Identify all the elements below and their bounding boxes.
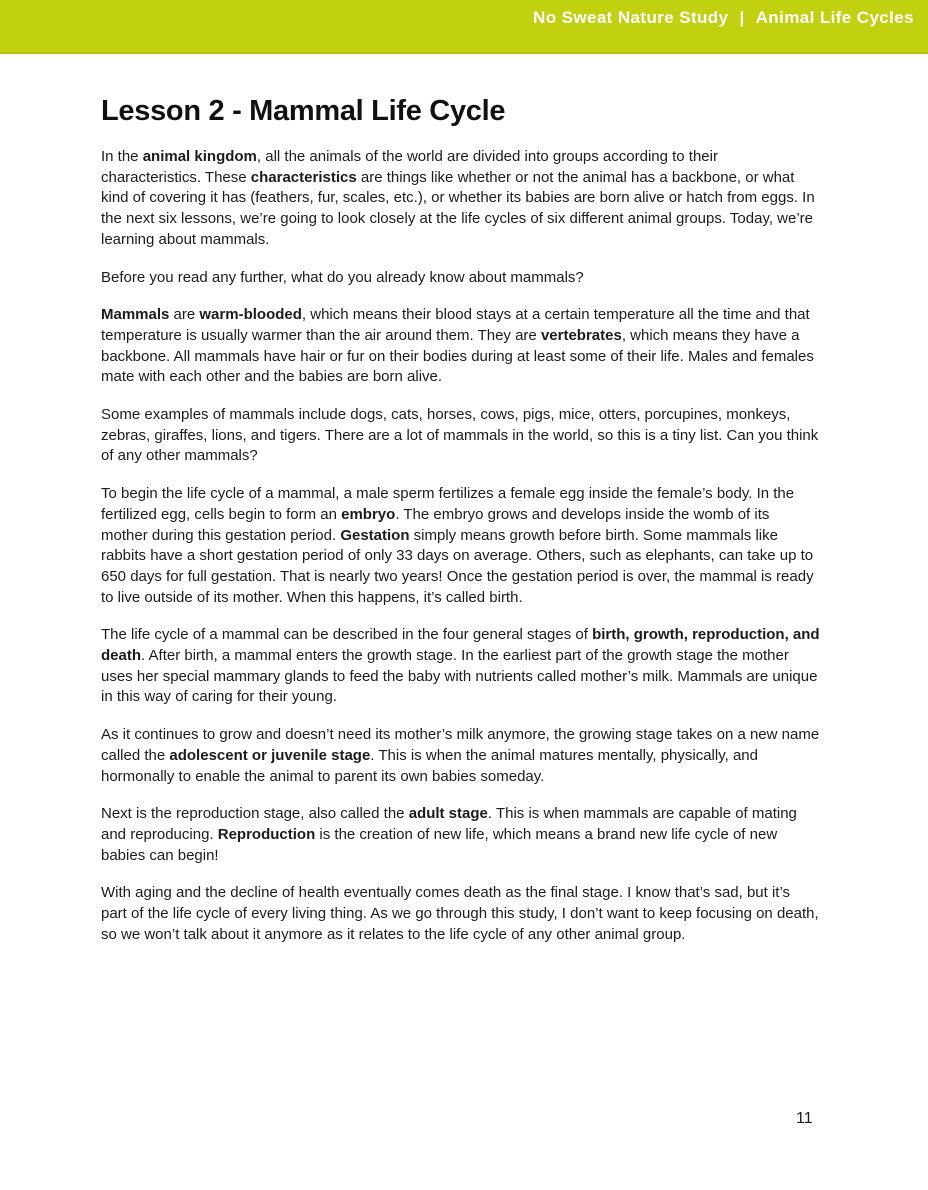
- paragraph-juvenile-stage: As it continues to grow and doesn’t need its mother’s milk anymore, the growing stage takes on a new name called the adolescent or juvenile stage. This is when the animal matures mentally, physically, and hormonally to enable the animal to parent its own babies someday.: [101, 726, 820, 785]
- paragraph-intro-animal-kingdom: In the animal kingdom, all the animals of the world are divided into groups according to their characteristics. These characteristics are things like whether or not the animal has a backbone, or what kind of covering it has (feathers, fur, scales, etc.), or whether its babies are born alive or hatch from eggs. In the next six lessons, we’re going to look closely at the life cycles of six different animal groups. Today, we’re learning about mammals.: [101, 148, 815, 248]
- paragraph-life-cycle-stages: The life cycle of a mammal can be described in the four general stages of birth, growth, reproduction, and death. After birth, a mammal enters the growth stage. In the earliest part of the growth stage the mother uses her special mammary glands to feed the baby with nutrients called mother’s milk. Mammals are unique in this way of caring for their young.: [101, 626, 820, 706]
- header-divider: |: [739, 8, 745, 27]
- header-section-title: Animal Life Cycles: [755, 8, 914, 27]
- page-content: [101, 94, 820, 946]
- paragraph-gestation: To begin the life cycle of a mammal, a male sperm fertilizes a female egg inside the female’s body. In the fertilized egg, cells begin to form an embryo. The embryo grows and develops inside the womb of its mother during this gestation period. Gestation simply means growth before birth. Some mammals like rabbits have a short gestation period of only 33 days on average. Others, such as elephants, can take up to 650 days for full gestation. That is nearly two years! Once the gestation period is over, the mammal is ready to live outside of its mother. When this happens, it’s called birth.: [101, 485, 814, 606]
- paragraph-mammal-traits: Mammals are warm-blooded, which means their blood stays at a certain temperature all the time and that temperature is usually warmer than the air around them. They are vertebrates, which means they have a backbone. All mammals have hair or fur on their bodies during at least some of their life. Males and females mate with each other and the babies are born alive.: [101, 306, 814, 386]
- paragraph-adult-stage: Next is the reproduction stage, also called the adult stage. This is when mammals are capable of mating and reproducing. Reproduction is the creation of new life, which means a brand new life cycle of new babies can begin!: [101, 805, 797, 864]
- header-bar: [0, 0, 928, 54]
- paragraph-death-stage: With aging and the decline of health eventually comes death as the final stage. I know that’s sad, but it’s part of the life cycle of every living thing. As we go through this study, I don’t want to keep focusing on death, so we won’t talk about it anymore as it relates to the life cycle of any other animal group.: [101, 884, 819, 943]
- lesson-title: Lesson 2 - Mammal Life Cycle: [101, 95, 506, 127]
- header-series-title: No Sweat Nature Study: [533, 8, 729, 27]
- paragraph-prior-knowledge-question: Before you read any further, what do you already know about mammals?: [101, 268, 584, 286]
- page-number: 11: [796, 1110, 813, 1127]
- paragraph-mammal-examples: Some examples of mammals include dogs, cats, horses, cows, pigs, mice, otters, porcupines, monkeys, zebras, giraffes, lions, and tigers. There are a lot of mammals in the world, so this is a tiny list. Can you think of any other mammals?: [101, 406, 819, 465]
